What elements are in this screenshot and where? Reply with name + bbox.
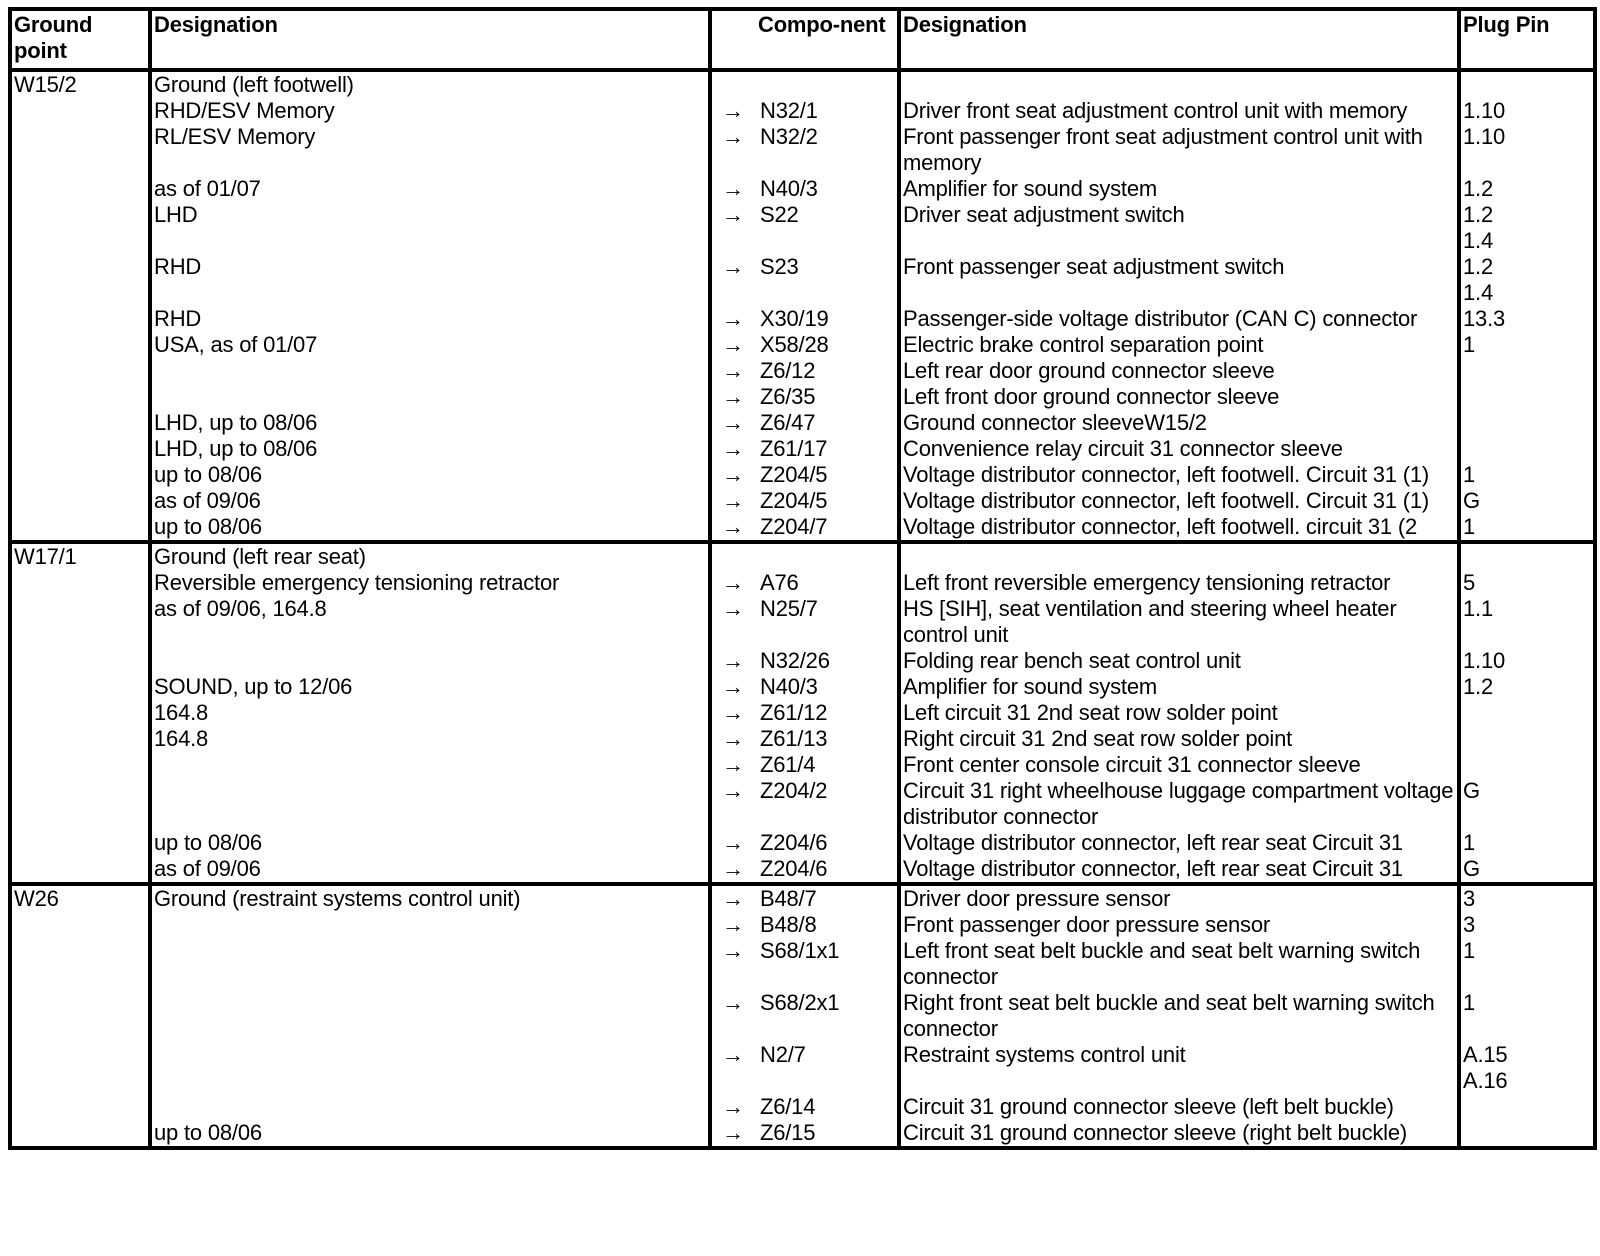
component-cell xyxy=(710,856,899,884)
table-row xyxy=(10,384,1595,410)
plug-pin-value: 1 xyxy=(1463,938,1476,963)
plug-pin-cell xyxy=(1459,202,1595,254)
table-row xyxy=(10,332,1595,358)
component-cell xyxy=(710,1094,899,1120)
plug-pin-value: 1.2 xyxy=(1463,254,1493,279)
plug-pin-value: 1.4 xyxy=(1463,228,1493,253)
arrow-icon: → xyxy=(722,778,744,803)
plug-pin-cell xyxy=(1459,462,1595,488)
plug-pin-cell xyxy=(1459,830,1595,856)
component-cell xyxy=(710,752,899,778)
plug-pin-cell xyxy=(1459,570,1595,596)
plug-pin-cell xyxy=(1459,124,1595,176)
component-code: N32/1 xyxy=(760,98,818,123)
ground-point-cell xyxy=(10,202,150,254)
component-cell xyxy=(710,1042,899,1094)
component-code: Z204/6 xyxy=(760,856,828,881)
component-cell xyxy=(710,124,899,176)
arrow-icon: → xyxy=(722,648,744,673)
arrow-icon: → xyxy=(722,726,744,751)
ground-point-cell xyxy=(10,98,150,124)
condition-cell xyxy=(150,1042,710,1094)
arrow-icon: → xyxy=(722,202,744,227)
table-row xyxy=(10,674,1595,700)
plug-pin-value: 1.10 xyxy=(1463,648,1506,673)
plug-pin-cell xyxy=(1459,332,1595,358)
condition-cell: RL/ESV Memory xyxy=(150,124,710,176)
ground-point-cell xyxy=(10,384,150,410)
component-designation-cell: Passenger-side voltage distributor (CAN C) connector xyxy=(899,306,1459,332)
ground-point-cell xyxy=(10,752,150,778)
arrow-icon: → xyxy=(722,176,744,201)
condition-cell xyxy=(150,912,710,938)
ground-point-cell xyxy=(10,648,150,674)
component-cell xyxy=(710,648,899,674)
ground-designation-cell: Ground (restraint systems control unit) xyxy=(150,884,710,912)
table-row xyxy=(10,596,1595,648)
arrow-icon: → xyxy=(722,830,744,855)
arrow-icon: → xyxy=(722,912,744,937)
component-designation-cell: Electric brake control separation point xyxy=(899,332,1459,358)
condition-cell: LHD xyxy=(150,202,710,254)
condition-cell: RHD/ESV Memory xyxy=(150,98,710,124)
ground-point-cell: W26 xyxy=(10,884,150,912)
component-cell xyxy=(710,462,899,488)
component-designation-cell: Convenience relay circuit 31 connector sleeve xyxy=(899,436,1459,462)
component-code: N32/26 xyxy=(760,648,830,673)
table-row xyxy=(10,98,1595,124)
condition-cell: USA, as of 01/07 xyxy=(150,332,710,358)
component-cell xyxy=(710,778,899,830)
condition-cell: as of 09/06 xyxy=(150,488,710,514)
condition-cell: up to 08/06 xyxy=(150,462,710,488)
condition-cell: as of 09/06, 164.8 xyxy=(150,596,710,648)
arrow-icon: → xyxy=(722,1094,744,1119)
condition-cell: as of 09/06 xyxy=(150,856,710,884)
component-code: S68/1x1 xyxy=(760,938,840,963)
table-row xyxy=(10,752,1595,778)
plug-pin-cell xyxy=(1459,176,1595,202)
plug-pin-cell xyxy=(1459,254,1595,306)
ground-point-cell xyxy=(10,306,150,332)
table-row xyxy=(10,488,1595,514)
component-code: S68/2x1 xyxy=(760,990,840,1015)
component-designation-cell: Restraint systems control unit xyxy=(899,1042,1459,1094)
ground-point-cell xyxy=(10,700,150,726)
component-cell xyxy=(710,332,899,358)
arrow-icon: → xyxy=(722,1120,744,1145)
component-code: Z204/2 xyxy=(760,778,828,803)
component-cell xyxy=(710,436,899,462)
condition-cell xyxy=(150,778,710,830)
table-row xyxy=(10,990,1595,1042)
component-code: X30/19 xyxy=(760,306,829,331)
component-code: X58/28 xyxy=(760,332,829,357)
component-cell xyxy=(710,1120,899,1148)
component-code: Z6/12 xyxy=(760,358,816,383)
component-designation-cell: HS [SIH], seat ventilation and steering wheel heater control unit xyxy=(899,596,1459,648)
plug-pin-value: 1 xyxy=(1463,990,1476,1015)
component-designation-cell: Left front door ground connector sleeve xyxy=(899,384,1459,410)
component-designation-cell: Amplifier for sound system xyxy=(899,674,1459,700)
ground-point-cell xyxy=(10,938,150,990)
plug-pin-value: 1.1 xyxy=(1463,596,1493,621)
component-code: Z204/5 xyxy=(760,488,828,513)
group-header-row xyxy=(10,70,1595,98)
component-cell xyxy=(710,674,899,700)
component-cell xyxy=(710,884,899,912)
table-row xyxy=(10,358,1595,384)
component-code: Z6/47 xyxy=(760,410,816,435)
plug-pin-cell xyxy=(1459,542,1595,570)
condition-cell: up to 08/06 xyxy=(150,514,710,542)
plug-pin-value: 5 xyxy=(1463,570,1476,595)
table-header-row xyxy=(10,9,1595,70)
table-row xyxy=(10,912,1595,938)
component-designation-cell: Driver front seat adjustment control unit with memory xyxy=(899,98,1459,124)
condition-cell: RHD xyxy=(150,306,710,332)
ground-point-cell xyxy=(10,596,150,648)
component-designation-cell: Left front reversible emergency tensioning retractor xyxy=(899,570,1459,596)
plug-pin-cell xyxy=(1459,1042,1595,1094)
ground-point-cell xyxy=(10,912,150,938)
component-code: Z61/12 xyxy=(760,700,828,725)
plug-pin-cell xyxy=(1459,358,1595,384)
ground-point-cell xyxy=(10,1120,150,1148)
header-designation: Designation xyxy=(150,9,710,70)
component-code: S23 xyxy=(760,254,799,279)
ground-point-cell xyxy=(10,514,150,542)
ground-point-cell xyxy=(10,410,150,436)
plug-pin-cell xyxy=(1459,674,1595,700)
table-row xyxy=(10,778,1595,830)
component-designation-cell xyxy=(899,70,1459,98)
plug-pin-value: 1.2 xyxy=(1463,202,1493,227)
table-row xyxy=(10,938,1595,990)
component-designation-cell: Right circuit 31 2nd seat row solder point xyxy=(899,726,1459,752)
component-cell xyxy=(710,912,899,938)
table-row xyxy=(10,124,1595,176)
component-designation-cell: Voltage distributor connector, left rear seat Circuit 31 xyxy=(899,856,1459,884)
arrow-icon: → xyxy=(722,570,744,595)
table-row xyxy=(10,1042,1595,1094)
component-cell xyxy=(710,358,899,384)
plug-pin-value: 13.3 xyxy=(1463,306,1506,331)
plug-pin-value: 1.10 xyxy=(1463,124,1506,149)
component-cell xyxy=(710,202,899,254)
table-row xyxy=(10,514,1595,542)
plug-pin-value: 1 xyxy=(1463,332,1476,357)
component-designation-cell: Folding rear bench seat control unit xyxy=(899,648,1459,674)
component-code: N25/7 xyxy=(760,596,818,621)
plug-pin-value: 1 xyxy=(1463,462,1476,487)
arrow-icon: → xyxy=(722,856,744,881)
component-code: N40/3 xyxy=(760,176,818,201)
component-designation-cell: Right front seat belt buckle and seat belt warning switch connector xyxy=(899,990,1459,1042)
arrow-icon: → xyxy=(722,514,744,539)
plug-pin-value: G xyxy=(1463,856,1480,881)
ground-point-cell xyxy=(10,830,150,856)
plug-pin-cell xyxy=(1459,778,1595,830)
arrow-icon: → xyxy=(722,384,744,409)
arrow-icon: → xyxy=(722,596,744,621)
table-body xyxy=(10,70,1595,1148)
header-component-label: Compo-nent xyxy=(758,12,886,37)
arrow-icon: → xyxy=(722,938,744,963)
component-designation-cell: Front passenger front seat adjustment control unit with memory xyxy=(899,124,1459,176)
condition-cell: 164.8 xyxy=(150,726,710,752)
component-designation-cell: Left circuit 31 2nd seat row solder point xyxy=(899,700,1459,726)
component-code: Z61/4 xyxy=(760,752,816,777)
plug-pin-value: 1.4 xyxy=(1463,280,1493,305)
ground-point-cell xyxy=(10,1094,150,1120)
component-cell xyxy=(710,384,899,410)
plug-pin-cell xyxy=(1459,384,1595,410)
plug-pin-value: A.15 xyxy=(1463,1042,1508,1067)
arrow-icon: → xyxy=(722,1042,744,1067)
table-row xyxy=(10,436,1595,462)
arrow-icon: → xyxy=(722,410,744,435)
condition-cell: as of 01/07 xyxy=(150,176,710,202)
condition-cell xyxy=(150,358,710,384)
component-cell xyxy=(710,990,899,1042)
condition-cell xyxy=(150,752,710,778)
component-code: S22 xyxy=(760,202,799,227)
component-designation-cell xyxy=(899,542,1459,570)
plug-pin-cell xyxy=(1459,700,1595,726)
plug-pin-cell xyxy=(1459,884,1595,912)
table-row xyxy=(10,254,1595,306)
component-cell xyxy=(710,938,899,990)
component-cell xyxy=(710,570,899,596)
arrow-icon: → xyxy=(722,306,744,331)
plug-pin-cell xyxy=(1459,596,1595,648)
condition-cell: LHD, up to 08/06 xyxy=(150,436,710,462)
plug-pin-value: 3 xyxy=(1463,912,1476,937)
plug-pin-cell xyxy=(1459,856,1595,884)
component-designation-cell: Driver door pressure sensor xyxy=(899,884,1459,912)
arrow-icon: → xyxy=(722,124,744,149)
table-row xyxy=(10,1094,1595,1120)
ground-point-cell xyxy=(10,726,150,752)
condition-cell: 164.8 xyxy=(150,700,710,726)
component-cell xyxy=(710,254,899,306)
table-row xyxy=(10,306,1595,332)
ground-designation-cell: Ground (left rear seat) xyxy=(150,542,710,570)
component-code: Z6/35 xyxy=(760,384,816,409)
condition-cell xyxy=(150,648,710,674)
component-cell xyxy=(710,700,899,726)
table-row xyxy=(10,856,1595,884)
ground-point-cell xyxy=(10,358,150,384)
component-cell xyxy=(710,542,899,570)
component-code: Z61/17 xyxy=(760,436,828,461)
plug-pin-cell xyxy=(1459,306,1595,332)
component-designation-cell: Circuit 31 ground connector sleeve (right belt buckle) xyxy=(899,1120,1459,1148)
ground-point-cell xyxy=(10,254,150,306)
plug-pin-cell xyxy=(1459,1120,1595,1148)
arrow-icon: → xyxy=(722,990,744,1015)
component-code: N40/3 xyxy=(760,674,818,699)
table-row xyxy=(10,462,1595,488)
component-code: A76 xyxy=(760,570,799,595)
ground-point-table xyxy=(8,7,1597,1150)
component-code: N2/7 xyxy=(760,1042,806,1067)
condition-cell xyxy=(150,938,710,990)
ground-designation-cell: Ground (left footwell) xyxy=(150,70,710,98)
component-code: B48/7 xyxy=(760,886,817,911)
arrow-icon: → xyxy=(722,98,744,123)
plug-pin-cell xyxy=(1459,938,1595,990)
plug-pin-cell xyxy=(1459,436,1595,462)
table-row xyxy=(10,1120,1595,1148)
component-designation-cell: Voltage distributor connector, left rear seat Circuit 31 xyxy=(899,830,1459,856)
ground-point-cell xyxy=(10,778,150,830)
arrow-icon: → xyxy=(722,488,744,513)
condition-cell: up to 08/06 xyxy=(150,1120,710,1148)
condition-cell xyxy=(150,990,710,1042)
ground-point-cell xyxy=(10,1042,150,1094)
component-designation-cell: Voltage distributor connector, left footwell. Circuit 31 (1) xyxy=(899,462,1459,488)
plug-pin-cell xyxy=(1459,752,1595,778)
plug-pin-value: 3 xyxy=(1463,886,1476,911)
ground-point-cell xyxy=(10,990,150,1042)
component-code: Z204/7 xyxy=(760,514,828,539)
ground-point-cell: W17/1 xyxy=(10,542,150,570)
component-cell xyxy=(710,98,899,124)
header-component-designation: Designation xyxy=(899,9,1459,70)
component-designation-cell: Ground connector sleeveW15/2 xyxy=(899,410,1459,436)
plug-pin-cell xyxy=(1459,98,1595,124)
arrow-icon: → xyxy=(722,358,744,383)
condition-cell: RHD xyxy=(150,254,710,306)
plug-pin-value: A.16 xyxy=(1463,1068,1508,1093)
arrow-icon: → xyxy=(722,462,744,487)
component-designation-cell: Amplifier for sound system xyxy=(899,176,1459,202)
component-designation-cell: Driver seat adjustment switch xyxy=(899,202,1459,254)
plug-pin-value: G xyxy=(1463,488,1480,513)
component-code: Z6/14 xyxy=(760,1094,816,1119)
table-row xyxy=(10,700,1595,726)
group-header-row xyxy=(10,542,1595,570)
table-row xyxy=(10,830,1595,856)
ground-point-cell xyxy=(10,856,150,884)
component-cell xyxy=(710,176,899,202)
plug-pin-cell xyxy=(1459,514,1595,542)
ground-point-cell xyxy=(10,570,150,596)
component-code: Z204/6 xyxy=(760,830,828,855)
component-code: N32/2 xyxy=(760,124,818,149)
plug-pin-cell xyxy=(1459,1094,1595,1120)
plug-pin-value: 1 xyxy=(1463,514,1476,539)
table-row xyxy=(10,176,1595,202)
component-designation-cell: Circuit 31 ground connector sleeve (left belt buckle) xyxy=(899,1094,1459,1120)
plug-pin-cell xyxy=(1459,70,1595,98)
plug-pin-value: G xyxy=(1463,778,1480,803)
plug-pin-cell xyxy=(1459,648,1595,674)
plug-pin-cell xyxy=(1459,726,1595,752)
table-row xyxy=(10,570,1595,596)
component-cell xyxy=(710,830,899,856)
plug-pin-value: 1.2 xyxy=(1463,176,1493,201)
condition-cell: SOUND, up to 12/06 xyxy=(150,674,710,700)
arrow-icon: → xyxy=(722,752,744,777)
component-code: B48/8 xyxy=(760,912,817,937)
component-cell xyxy=(710,596,899,648)
component-designation-cell: Front passenger seat adjustment switch xyxy=(899,254,1459,306)
arrow-icon: → xyxy=(722,700,744,725)
component-designation-cell: Left front seat belt buckle and seat belt warning switch connector xyxy=(899,938,1459,990)
plug-pin-cell xyxy=(1459,990,1595,1042)
plug-pin-value: 1.10 xyxy=(1463,98,1506,123)
table-row xyxy=(10,648,1595,674)
ground-point-cell xyxy=(10,674,150,700)
arrow-icon: → xyxy=(722,886,744,911)
group-header-row xyxy=(10,884,1595,912)
condition-cell: LHD, up to 08/06 xyxy=(150,410,710,436)
condition-cell xyxy=(150,1094,710,1120)
ground-point-cell: W15/2 xyxy=(10,70,150,98)
condition-cell xyxy=(150,384,710,410)
arrow-icon: → xyxy=(722,436,744,461)
component-designation-cell: Front center console circuit 31 connector sleeve xyxy=(899,752,1459,778)
component-cell xyxy=(710,488,899,514)
component-cell xyxy=(710,514,899,542)
header-component xyxy=(710,9,899,70)
ground-point-cell xyxy=(10,332,150,358)
component-code: Z61/13 xyxy=(760,726,828,751)
table-row xyxy=(10,202,1595,254)
ground-point-cell xyxy=(10,436,150,462)
component-cell xyxy=(710,70,899,98)
arrow-icon: → xyxy=(722,254,744,279)
component-cell xyxy=(710,726,899,752)
component-designation-cell: Circuit 31 right wheelhouse luggage compartment voltage distributor connector xyxy=(899,778,1459,830)
ground-point-cell xyxy=(10,124,150,176)
component-cell xyxy=(710,306,899,332)
header-ground-point: Ground point xyxy=(10,9,150,70)
condition-cell: up to 08/06 xyxy=(150,830,710,856)
condition-cell: Reversible emergency tensioning retractor xyxy=(150,570,710,596)
table-row xyxy=(10,410,1595,436)
plug-pin-cell xyxy=(1459,410,1595,436)
component-designation-cell: Front passenger door pressure sensor xyxy=(899,912,1459,938)
component-code: Z6/15 xyxy=(760,1120,816,1145)
arrow-icon: → xyxy=(722,674,744,699)
plug-pin-cell xyxy=(1459,488,1595,514)
component-designation-cell: Voltage distributor connector, left footwell. Circuit 31 (1) xyxy=(899,488,1459,514)
plug-pin-value: 1.2 xyxy=(1463,674,1493,699)
plug-pin-value: 1 xyxy=(1463,830,1476,855)
component-designation-cell: Voltage distributor connector, left footwell. circuit 31 (2 xyxy=(899,514,1459,542)
plug-pin-cell xyxy=(1459,912,1595,938)
table-row xyxy=(10,726,1595,752)
header-plug-pin: Plug Pin xyxy=(1459,9,1595,70)
ground-point-cell xyxy=(10,462,150,488)
component-cell xyxy=(710,410,899,436)
ground-point-cell xyxy=(10,176,150,202)
arrow-icon: → xyxy=(722,332,744,357)
component-designation-cell: Left rear door ground connector sleeve xyxy=(899,358,1459,384)
component-code: Z204/5 xyxy=(760,462,828,487)
ground-point-cell xyxy=(10,488,150,514)
